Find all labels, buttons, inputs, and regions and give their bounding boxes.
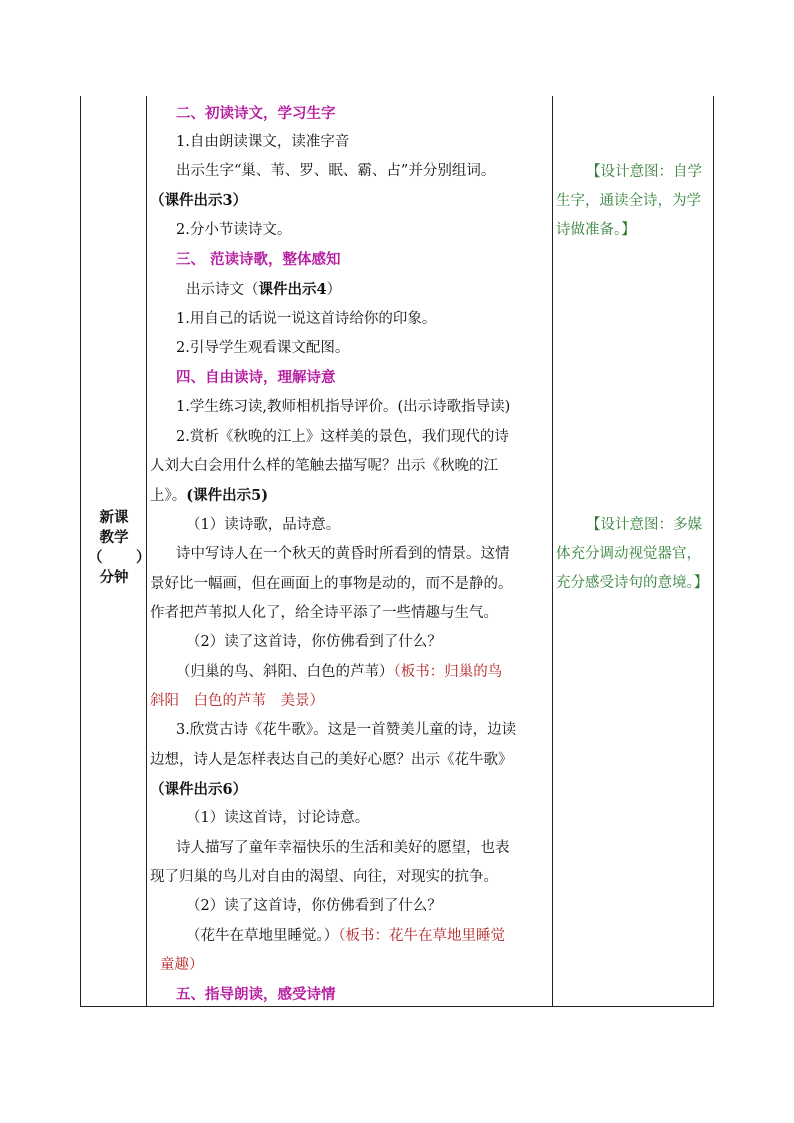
paragraph — [186, 275, 341, 306]
paragraph: 1.学生练习读,教师相机指导评价。(出示诗歌指导读) — [176, 399, 511, 415]
text-span: 出示诗文（ — [186, 282, 259, 298]
section-5-heading: 五、指导朗读，感受诗情 — [176, 986, 336, 1003]
design-note-line: 诗做准备。】 — [556, 222, 636, 238]
table-left-border — [80, 96, 81, 1006]
paragraph: （2）读了这首诗，你仿佛看到了什么？ — [186, 898, 442, 914]
text-span: （归巢的鸟、斜阳、白色的芦苇） — [176, 664, 394, 680]
text-span: ） — [326, 282, 342, 298]
paragraph — [150, 481, 268, 512]
paragraph: 人刘大白会用什么样的笔触去描写呢？出示《秋晚的江 — [150, 458, 498, 474]
board-note: （板书：花牛在草地里睡觉 — [338, 928, 505, 944]
paragraph: （1）读这首诗，讨论诗意。 — [186, 810, 370, 826]
courseware-note: (课件出示5) — [186, 487, 269, 504]
paragraph — [186, 922, 505, 952]
stage-label-minutes-brackets — [86, 548, 151, 568]
design-note-line: 生字，通读全诗，为学 — [556, 193, 701, 209]
paragraph: 2.引导学生观看课文配图。 — [176, 340, 350, 356]
design-note-2 — [556, 511, 708, 598]
table-col-divider-2 — [552, 96, 553, 1006]
design-note-line: 体充分调动视觉器官， — [556, 546, 701, 562]
paragraph: 1.用自己的话说一说这首诗给你的印象。 — [176, 311, 437, 327]
paragraph: 景好比一幅画，但在画面上的事物是动的，而不是静的。 — [150, 576, 513, 592]
stage-label — [86, 508, 151, 588]
bracket-open: （ — [88, 549, 103, 566]
stage-label-line2: 教学 — [99, 529, 129, 546]
table-right-border — [713, 96, 714, 1006]
section-4-heading: 四、自由读诗，理解诗意 — [176, 369, 336, 386]
design-note-line: 【设计意图：多媒 — [586, 517, 702, 533]
section-2-heading: 二、初读诗文，学习生字 — [176, 105, 336, 122]
paragraph: （2）读了这首诗，你仿佛看到了什么？ — [186, 634, 442, 650]
courseware-note: （课件出示6） — [150, 781, 248, 798]
paragraph: 2.分小节读诗文。 — [176, 222, 292, 238]
section-3-heading: 三、 范读诗歌，整体感知 — [176, 251, 341, 268]
paragraph: 2.赏析《秋晚的江上》这样美的景色，我们现代的诗 — [176, 429, 509, 445]
design-note-line: 充分感受诗句的意境。】 — [556, 575, 709, 591]
paragraph: 诗人描写了童年幸福快乐的生活和美好的愿望，也表 — [176, 840, 510, 856]
paragraph: 边想，诗人是怎样表达自己的美好心愿？出示《花牛歌》 — [150, 752, 513, 768]
stage-label-line1: 新课 — [99, 509, 129, 526]
board-note: 斜阳 白色的芦苇 美景） — [150, 693, 324, 709]
text-span: （花牛在草地里睡觉。） — [186, 928, 339, 944]
paragraph: 1.自由朗读课文，读准字音 — [176, 134, 350, 150]
bracket-close: ） — [136, 549, 151, 566]
paragraph: 现了归巢的鸟儿对自由的渴望、向往，对现实的抗争。 — [150, 869, 498, 885]
paragraph: （1）读诗歌，品诗意。 — [186, 517, 341, 533]
paragraph: 3.欣赏古诗《花牛歌》。这是一首赞美儿童的诗，边读 — [176, 722, 517, 738]
courseware-note: 课件出示4 — [258, 281, 327, 298]
paragraph: 诗中写诗人在一个秋天的黄昏时所看到的情景。这情 — [176, 546, 510, 562]
board-note: 童趣） — [160, 957, 204, 973]
stage-label-line4: 分钟 — [99, 569, 129, 586]
paragraph — [176, 658, 502, 688]
courseware-note: （课件出示3） — [150, 192, 248, 209]
design-note-line: 【设计意图：自学 — [586, 164, 702, 180]
paragraph: 作者把芦苇拟人化了，给全诗平添了一些情趣与生气。 — [150, 605, 498, 621]
paragraph: 出示生字“巢、苇、罗、眠、霸、占”并分别组词。 — [176, 163, 496, 179]
board-note: （板书：归巢的鸟 — [393, 664, 503, 680]
design-note-1 — [556, 158, 702, 245]
text-span: 上》。 — [150, 488, 187, 504]
